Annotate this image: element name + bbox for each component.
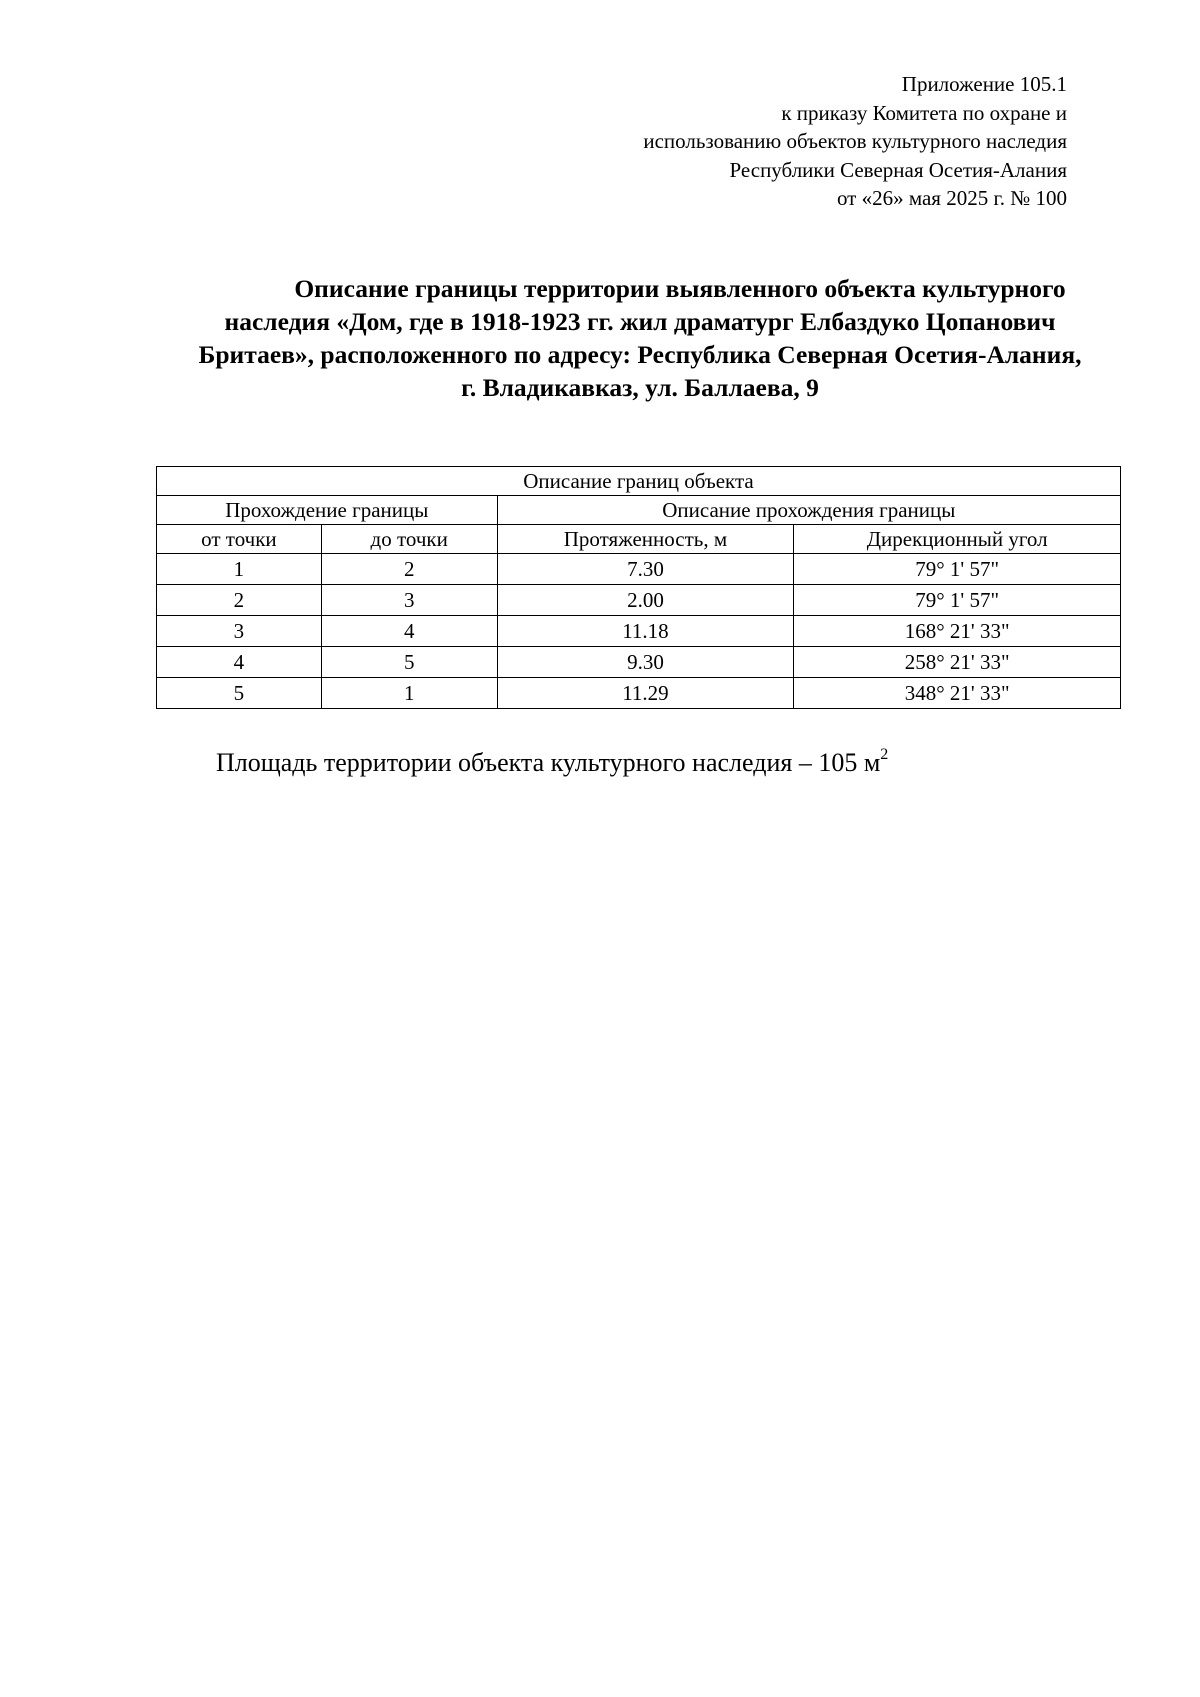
cell-from: 2 [157,585,322,616]
cell-to: 3 [321,585,497,616]
cell-angle: 348° 21' 33" [794,678,1121,709]
title-line: г. Владикавказ, ул. Баллаева, 9 [461,373,819,402]
table-row [157,678,1121,709]
title-line: Описание границы территории выявленного объекта культурного [294,274,1066,303]
appendix-line: использованию объектов культурного наследия [643,129,1067,153]
table-caption-row [157,467,1121,496]
group-header-description: Описание прохождения границы [497,496,1120,525]
cell-length: 9.30 [497,647,794,678]
area-text: Площадь территории объекта культурного наследия – 105 м [216,748,881,777]
cell-angle: 79° 1' 57" [794,554,1121,585]
appendix-header [467,70,1067,213]
appendix-line: к приказу Комитета по охране и [781,100,1067,125]
cell-to: 5 [321,647,497,678]
title-line: Бритаев», расположенного по адресу: Республика Северная Осетия-Алания, [198,340,1082,369]
column-header-angle: Дирекционный угол [794,525,1121,554]
cell-from: 4 [157,647,322,678]
title-line: наследия «Дом, где в 1918-1923 гг. жил драматург Елбаздуко Цопанович [224,307,1056,336]
table-column-header-row [157,525,1121,554]
table-row [157,647,1121,678]
column-header-from: от точки [157,525,322,554]
cell-from: 5 [157,678,322,709]
cell-angle: 258° 21' 33" [794,647,1121,678]
cell-length: 11.29 [497,678,794,709]
cell-angle: 168° 21' 33" [794,616,1121,647]
document-title [130,272,1150,404]
appendix-date-line: от «26» мая 2025 г. № 100 [836,186,1067,210]
area-unit-superscript: 2 [880,746,889,764]
group-header-passage: Прохождение границы [157,496,498,525]
cell-length: 11.18 [497,616,794,647]
column-header-to: до точки [321,525,497,554]
cell-to: 1 [321,678,497,709]
column-header-length: Протяженность, м [497,525,794,554]
table-caption: Описание границ объекта [157,467,1121,496]
table-row [157,616,1121,647]
cell-angle: 79° 1' 57" [794,585,1121,616]
boundary-table [156,466,1121,709]
cell-from: 3 [157,616,322,647]
cell-from: 1 [157,554,322,585]
cell-to: 4 [321,616,497,647]
table-row [157,554,1121,585]
appendix-line: Республики Северная Осетия-Алания [729,157,1067,182]
table-row [157,585,1121,616]
table-group-header-row [157,496,1121,525]
cell-to: 2 [321,554,497,585]
cell-length: 2.00 [497,585,794,616]
cell-length: 7.30 [497,554,794,585]
area-statement [216,748,888,778]
appendix-line: Приложение 105.1 [901,72,1067,96]
